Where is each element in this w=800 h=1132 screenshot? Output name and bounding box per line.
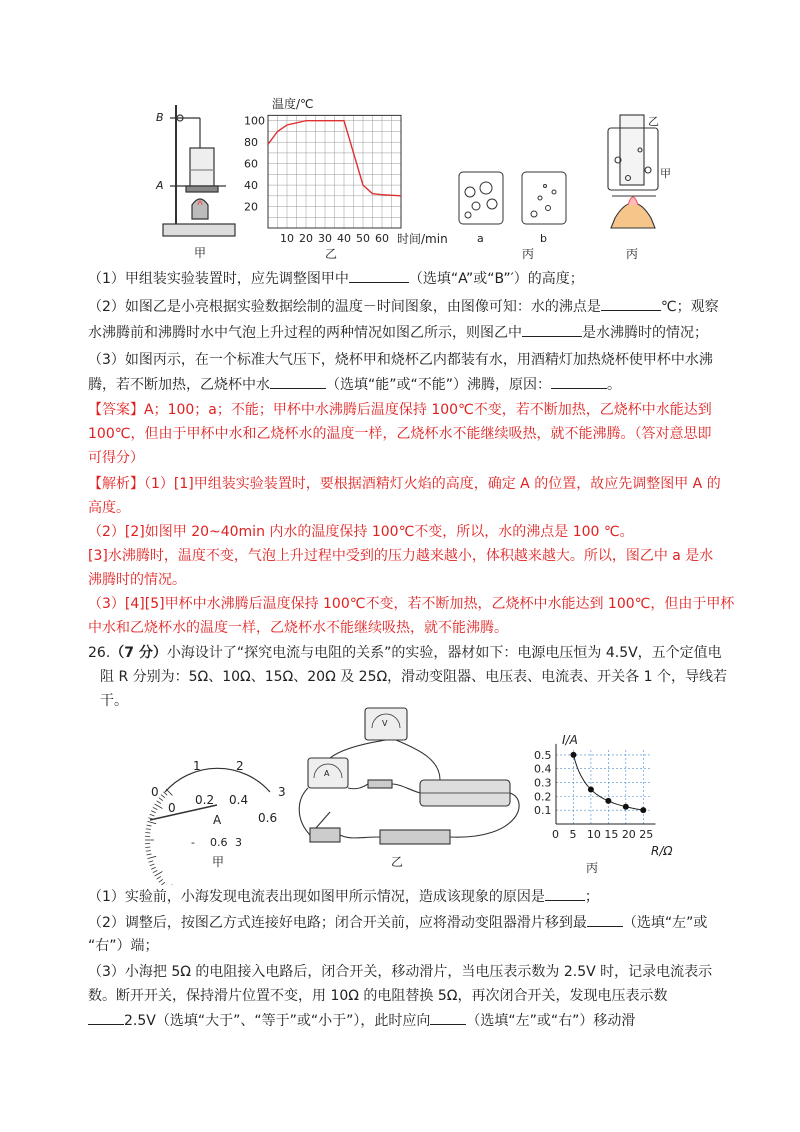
dial-tick <box>146 829 151 830</box>
ir-chart-xlabel: R/Ω <box>651 844 673 858</box>
meter-terminal-3: 3 <box>235 836 242 849</box>
y-tick-label: 100 <box>244 114 265 128</box>
data-point <box>640 807 646 813</box>
meter-tick-3: 3 <box>278 785 286 799</box>
dial-tick <box>145 832 150 833</box>
q25-part2b <box>88 322 728 343</box>
q26-blank-4[interactable] <box>430 1010 466 1025</box>
dial-tick <box>157 876 161 879</box>
dial-tick <box>149 861 154 863</box>
y-tick-label: 0.5 <box>534 748 552 762</box>
q25-p2-text: （2）如图乙是小亮根据实验数据绘制的温度－时间图象，由图像可知：水的沸点是 <box>88 299 601 315</box>
meter-terminal-neg: - <box>191 836 195 849</box>
label-bing-yi: 乙 <box>648 115 659 128</box>
x-tick-label: 20 <box>621 828 636 841</box>
q25-answer-line3: 可得分） <box>88 450 144 466</box>
q26-blank-2[interactable] <box>587 912 623 927</box>
x-tick-label: 40 <box>337 232 351 245</box>
q25-p2b-text: 水沸腾前和沸腾时水中气泡上升过程的两种情况如图乙所示，则图乙中 <box>88 325 522 341</box>
q25-answer-line1 <box>88 400 728 420</box>
dial-tick <box>146 850 151 851</box>
y-tick-label: 20 <box>244 200 258 214</box>
label-B: B <box>156 111 164 124</box>
caption-top-bing-left: 丙 <box>522 247 535 261</box>
dial-tick <box>153 870 157 872</box>
x-tick-label: 0 <box>552 828 559 841</box>
temperature-chart <box>244 115 401 245</box>
q25-part3: （3）如图丙示，在一个标准大气压下，烧杯甲和烧杯乙内都装有水，用酒精灯加热烧杯使甲杯中水沸 <box>88 352 713 368</box>
top-figures <box>0 0 800 270</box>
q26-stem-line1 <box>88 643 728 663</box>
meter-tick-1: 1 <box>193 759 201 773</box>
q25-p1-text-b: （选填“A”或“B”′）的高度； <box>408 271 584 287</box>
beaker-a-label: a <box>477 232 484 245</box>
ammeter-dial <box>145 768 270 885</box>
q26-part3b: 数。断开开关，保持滑片位置不变，用 10Ω 的电阻替换 5Ω，再次闭合开关，发现电压表示数 <box>88 988 668 1004</box>
dial-tick <box>145 847 150 848</box>
meter-unit: A <box>213 813 222 827</box>
q25-analysis-line5: 沸腾时的情况。 <box>88 572 186 588</box>
x-tick-label: 20 <box>299 232 313 245</box>
q26-part2b: “右”）端； <box>88 938 159 954</box>
current-resistance-chart <box>534 744 655 841</box>
q25-p1-text: （1）甲组装实验装置时，应先调整图甲中 <box>88 271 349 287</box>
dial-tick <box>150 864 155 866</box>
apparatus-bing <box>608 115 658 228</box>
dial-tick <box>151 867 156 869</box>
q25-blank-5[interactable] <box>551 374 607 389</box>
y-tick-label: 0.1 <box>534 804 552 818</box>
q25-blank-1[interactable] <box>349 268 409 283</box>
beaker-b-label: b <box>540 232 547 245</box>
q25-analysis-line6: （3）[4][5]甲杯中水沸腾后温度保持 100℃不变，若不断加热，乙烧杯中水能达到 100℃，但由于甲杯 <box>88 596 735 612</box>
ir-chart-ylabel: I/A <box>562 733 578 747</box>
data-point <box>623 804 629 810</box>
q26-stem-line3: 干。 <box>100 693 128 709</box>
q25-p3b-text-c: 。 <box>607 377 622 393</box>
label-A: A <box>156 179 164 192</box>
q26-part1 <box>88 886 728 907</box>
y-tick-label: 0.3 <box>534 776 552 790</box>
temp-chart-ylabel: 温度/℃ <box>272 97 314 111</box>
y-tick-label: 80 <box>244 136 258 150</box>
dial-tick <box>147 854 152 855</box>
q26-p1-text: （1）实验前，小海发现电流表出现如图甲所示情况，造成该现象的原因是 <box>88 889 545 905</box>
q26-part3: （3）小海把 5Ω 的电阻接入电路后，闭合开关，移动滑片，当电压表示数为 2.5V 时，记录电流表示 <box>88 964 713 980</box>
dial-tick <box>161 795 165 798</box>
q26-p3c-text-c: （选填“左”或“右”）移动滑 <box>466 1013 636 1029</box>
x-tick-label: 5 <box>569 828 577 841</box>
dial-tick <box>147 856 156 858</box>
dial-tick <box>157 801 161 804</box>
caption-top-bing: 丙 <box>626 247 639 261</box>
x-tick-label: 25 <box>639 828 654 841</box>
x-tick-label: 10 <box>280 232 294 245</box>
y-tick-label: 40 <box>244 179 258 193</box>
q25-p2-text-b: ℃；观察 <box>660 299 719 315</box>
caption-bottom-jia: 甲 <box>212 855 225 869</box>
q26-number: 26. <box>88 645 111 661</box>
q26-score: （7 分） <box>110 645 167 661</box>
beaker-b <box>522 172 566 224</box>
data-point <box>605 798 611 804</box>
q26-part3c <box>88 1010 728 1031</box>
dial-tick <box>155 872 163 877</box>
q25-p3b-text: 腾，若不断加热，乙烧杯中水 <box>88 377 270 393</box>
x-tick-label: 15 <box>604 828 619 841</box>
ammeter-label: A <box>324 769 330 778</box>
apparatus-jia <box>163 105 235 236</box>
q26-p3c-text-b: 2.5V（选填“大于”、“等于”或“小于”），此时应向 <box>124 1013 431 1029</box>
dial-tick <box>163 792 167 795</box>
q25-part3b <box>88 374 728 395</box>
meter-tick-06: 0.6 <box>258 811 278 825</box>
dial-tick <box>155 804 163 809</box>
analysis-text-1: （1）[1]甲组装实验装置时，要根据酒精灯火焰的高度，确定 A 的位置，故应先调整图甲 A 的 <box>144 476 721 492</box>
q26-blank-3[interactable] <box>88 1010 124 1025</box>
q25-analysis-line7: 中水和乙烧杯水的温度一样，乙烧杯水不能继续吸热，就不能沸腾。 <box>88 620 508 636</box>
y-tick-label: 0.4 <box>534 762 552 776</box>
q25-part1 <box>88 268 728 289</box>
voltmeter-label: V <box>382 719 388 728</box>
dial-tick <box>161 882 165 885</box>
q26-p1-text-b: ； <box>584 889 599 905</box>
q25-analysis-line2: 高度。 <box>88 500 130 516</box>
label-bing-jia: 甲 <box>660 167 671 180</box>
meter-terminal-06: 0.6 <box>210 836 228 849</box>
caption-top-yi: 乙 <box>325 247 338 261</box>
q25-p2b-text-b: 是水沸腾时的情况； <box>582 325 708 341</box>
caption-bottom-yi: 乙 <box>391 855 404 869</box>
dial-tick <box>147 821 156 823</box>
circuit-diagram <box>299 708 519 844</box>
caption-top-jia: 甲 <box>194 246 207 260</box>
answer-label: 【答案】 <box>88 402 144 418</box>
q25-analysis-line3: （2）[2]如图甲 20~40min 内水的温度保持 100℃不变，所以，水的沸点是 100 ℃。 <box>88 524 634 540</box>
q26-blank-1[interactable] <box>545 886 585 901</box>
meter-tick-04: 0.4 <box>229 793 249 807</box>
q25-answer-line2: 100℃，但由于甲杯中水和乙烧杯水的温度一样，乙烧杯水不能继续吸热，就不能沸腾。（答对意思即 <box>88 426 712 442</box>
x-tick-label: 10 <box>586 828 601 841</box>
q25-blank-4[interactable] <box>270 374 326 389</box>
analysis-label: 【解析】 <box>88 476 144 492</box>
answer-text-1: A；100；a；不能；甲杯中水沸腾后温度保持 100℃不变，若不断加热，乙烧杯中水能达到 <box>144 402 712 418</box>
caption-bottom-bing: 丙 <box>586 861 599 875</box>
dial-tick <box>147 825 152 826</box>
q26-p2-text-b: （选填“左”或 <box>622 915 708 931</box>
dial-tick <box>151 811 156 813</box>
meter-tick-0-bottom: 0 <box>168 801 176 815</box>
q26-p2-text: （2）调整后，按图乙方式连接好电路；闭合开关前，应将滑动变阻器滑片移到最 <box>88 915 587 931</box>
q25-blank-3[interactable] <box>522 322 582 337</box>
meter-tick-0: 0 <box>151 785 159 799</box>
q26-stem-text-1: 小海设计了“探究电流与电阻的关系”的实验，器材如下：电源电压恒为 4.5V，五个定值电 <box>166 645 722 661</box>
q25-blank-2[interactable] <box>601 296 661 311</box>
q25-p3b-text-b: （选填“能”或“不能”）沸腾，原因： <box>326 377 552 393</box>
x-tick-label: 50 <box>356 232 370 245</box>
x-tick-label: 30 <box>318 232 332 245</box>
dial-tick <box>153 807 157 809</box>
temp-chart-xlabel: 时间/min <box>397 232 448 246</box>
dial-tick <box>159 879 163 882</box>
data-point <box>588 786 594 792</box>
q26-part2 <box>88 912 728 933</box>
y-tick-label: 0.2 <box>534 790 552 804</box>
bottom-figures <box>0 700 800 885</box>
x-tick-label: 60 <box>375 232 389 245</box>
q25-analysis-line4: [3]水沸腾时，温度不变，气泡上升过程中受到的压力越来越小，体积越来越大。所以，图乙中 a 是水 <box>88 548 714 564</box>
dial-tick <box>159 798 163 801</box>
y-tick-label: 60 <box>244 157 258 171</box>
meter-tick-02: 0.2 <box>195 793 215 807</box>
q25-part2 <box>88 296 728 317</box>
dial-tick <box>150 814 155 816</box>
beaker-a <box>459 172 503 224</box>
q25-analysis-line1 <box>88 474 728 494</box>
meter-tick-2: 2 <box>236 759 244 773</box>
data-point <box>570 752 576 758</box>
q26-stem-line2: 阻 R 分别为：5Ω、10Ω、15Ω、20Ω 及 25Ω，滑动变阻器、电压表、电流表、开关各 1 个，导线若 <box>100 669 727 685</box>
